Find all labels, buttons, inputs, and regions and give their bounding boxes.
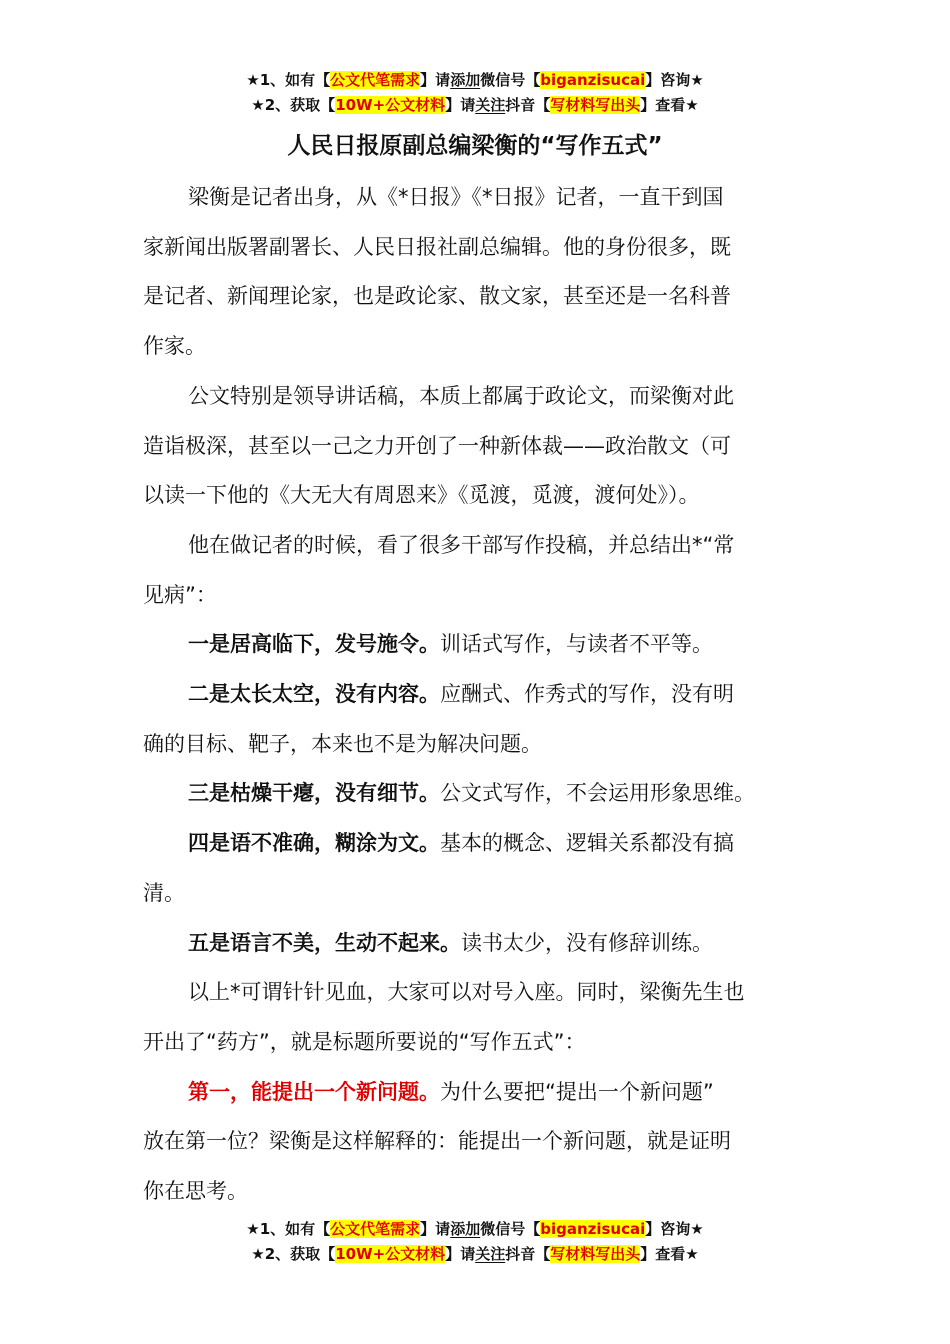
banner-line-2	[0, 93, 950, 118]
banner-text: 】请	[420, 1220, 451, 1238]
highlight-service: 公文代笔需求	[330, 1220, 421, 1238]
banner-text: 微信号【	[480, 1220, 541, 1238]
banner-text: 抖音【	[505, 96, 551, 114]
body-line: 放在第一位？梁衡是这样解释的：能提出一个新问题，就是证明	[143, 1129, 731, 1154]
method-text: 为什么要把“提出一个新问题”	[440, 1079, 714, 1104]
underlined-text: 添加	[450, 71, 481, 89]
banner-text: 】请	[420, 71, 451, 89]
banner-text: ★1、如有【	[246, 1220, 331, 1238]
banner-text: 】请	[445, 96, 476, 114]
body-line: 家新闻出版署副署长、人民日报社副总编辑。他的身份很多，既	[143, 234, 731, 259]
banner-line-1	[0, 68, 950, 93]
body-line: 开出了“药方”，就是标题所要说的“写作五式”：	[143, 1029, 586, 1054]
banner-text: 】咨询★	[645, 1220, 704, 1238]
point-text: 基本的概念、逻辑关系都没有搞	[440, 831, 734, 856]
point-text: 读书太少，没有修辞训练。	[461, 930, 713, 955]
point-text: 应酬式、作秀式的写作，没有明	[440, 682, 734, 707]
body-line	[143, 1068, 801, 1118]
body-line: 公文特别是领导讲话稿，本质上都属于政论文，而梁衡对此	[188, 383, 734, 408]
highlight-wechat-id: biganzisucai	[540, 71, 646, 89]
body-line: 以上*可谓针针见血，大家可以对号入座。同时，梁衡先生也	[188, 980, 745, 1005]
highlight-douyin-id: 写材料写出头	[550, 96, 641, 114]
body-line: 你在思考。	[143, 1179, 248, 1204]
highlight-materials: 10W+公文材料	[335, 96, 446, 114]
banner-text: ★2、获取【	[251, 96, 336, 114]
body-line	[143, 769, 801, 819]
highlight-materials: 10W+公文材料	[335, 1245, 446, 1263]
body-line: 以读一下他的《大无大有周恩来》《觅渡，觅渡，渡何处》）。	[143, 483, 700, 508]
body-line: 是记者、新闻理论家，也是政论家、散文家，甚至还是一名科普	[143, 284, 731, 309]
article-body	[143, 173, 801, 1217]
banner-line-2	[0, 1242, 950, 1267]
point-heading-1: 一是居高临下，发号施令。	[188, 632, 440, 657]
banner-text: 】请	[445, 1245, 476, 1263]
point-heading-4: 四是语不准确，糊涂为文。	[188, 831, 440, 856]
banner-text: 微信号【	[480, 71, 541, 89]
point-heading-5: 五是语言不美，生动不起来。	[188, 930, 461, 955]
body-line: 见病”：	[143, 582, 217, 607]
body-line	[143, 620, 801, 670]
point-heading-2: 二是太长太空，没有内容。	[188, 682, 440, 707]
body-line: 清。	[143, 880, 185, 905]
banner-text: ★2、获取【	[251, 1245, 336, 1263]
banner-text: ★1、如有【	[246, 71, 331, 89]
banner-text: 抖音【	[505, 1245, 551, 1263]
article-title: 人民日报原副总编梁衡的“写作五式”	[287, 133, 663, 159]
banner-text: 】查看★	[640, 96, 699, 114]
banner-text: 】咨询★	[645, 71, 704, 89]
body-line	[143, 819, 801, 869]
point-heading-3: 三是枯燥干瘪，没有细节。	[188, 781, 440, 806]
body-line: 作家。	[143, 334, 206, 359]
highlight-wechat-id: biganzisucai	[540, 1220, 646, 1238]
body-line: 确的目标、靶子，本来也不是为解决问题。	[143, 731, 542, 756]
underlined-text: 关注	[475, 96, 506, 114]
highlight-douyin-id: 写材料写出头	[550, 1245, 641, 1263]
underlined-text: 添加	[450, 1220, 481, 1238]
banner-line-1	[0, 1217, 950, 1242]
top-banner	[0, 68, 950, 118]
point-text: 训话式写作，与读者不平等。	[440, 632, 713, 657]
banner-text: 】查看★	[640, 1245, 699, 1263]
body-line	[143, 670, 801, 720]
bottom-banner	[0, 1217, 950, 1267]
body-line	[143, 919, 801, 969]
highlight-service: 公文代笔需求	[330, 71, 421, 89]
underlined-text: 关注	[475, 1245, 506, 1263]
body-line: 梁衡是记者出身，从《*日报》《*日报》记者，一直干到国	[188, 185, 724, 209]
body-line: 他在做记者的时候，看了很多干部写作投稿，并总结出*“常	[188, 532, 735, 557]
body-line: 造诣极深，甚至以一己之力开创了一种新体裁——政治散文（可	[143, 433, 731, 458]
point-text: 公文式写作，不会运用形象思维。	[440, 781, 755, 806]
method-heading-1: 第一，能提出一个新问题。	[188, 1079, 440, 1104]
